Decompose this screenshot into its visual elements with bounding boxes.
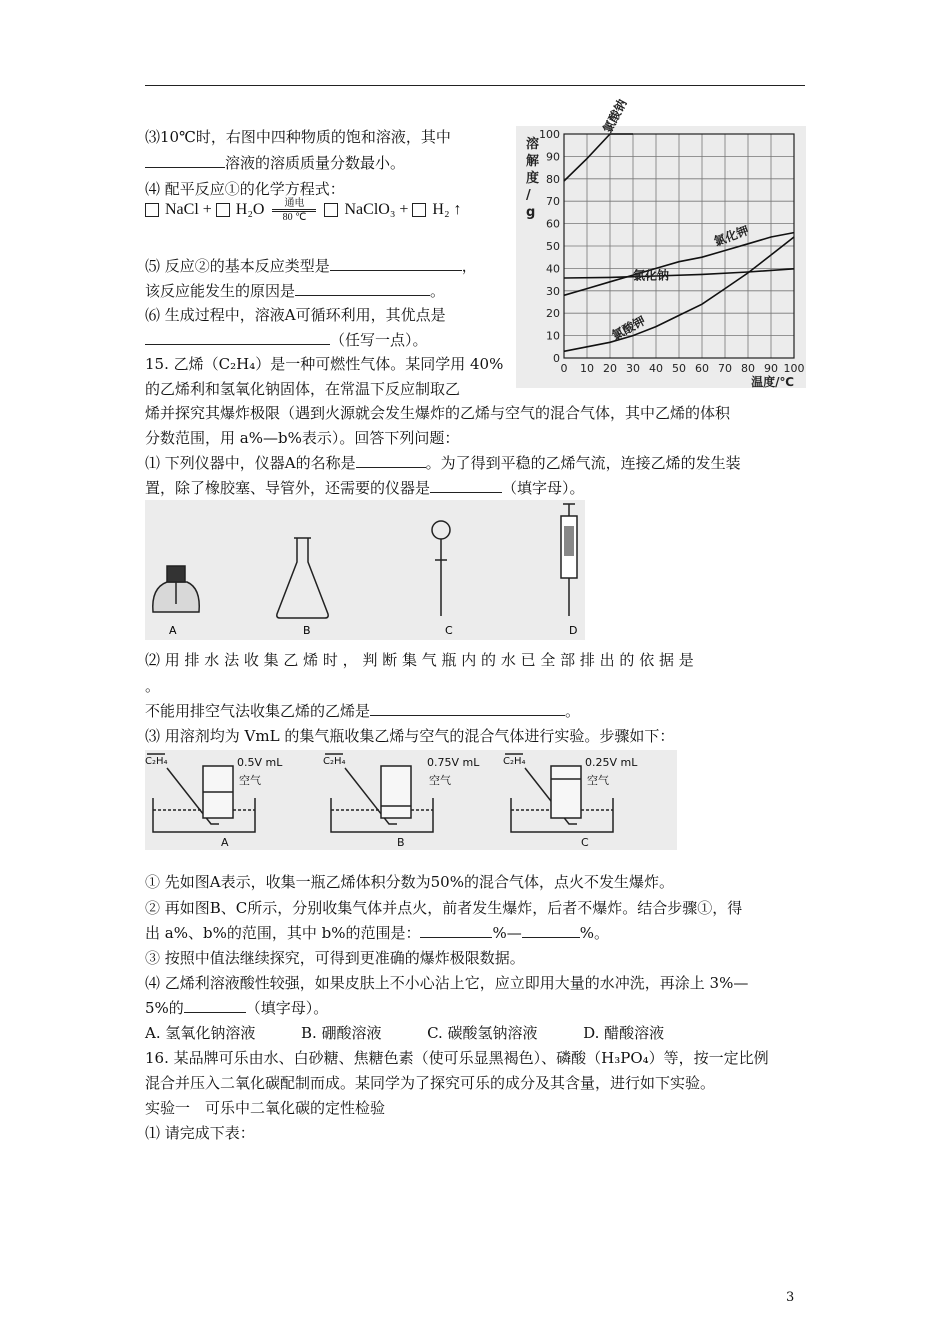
apparatus-svg — [145, 500, 585, 640]
q14-3-line1: ⑶10℃时，右图中四种物质的饱和溶液，其中 — [145, 128, 451, 146]
q14-5-line2: 该反应能发生的原因是 。 — [145, 282, 446, 300]
volume-label-c: 0.25V mL — [585, 756, 638, 769]
x-tick-label: 60 — [695, 362, 709, 375]
gas-collection-svg — [145, 750, 677, 850]
q15-step1: ① 先如图A表示，收集一瓶乙烯体积分数为50%的混合气体，点火不发生爆炸。 — [145, 873, 674, 891]
x-tick-label: 0 — [560, 362, 568, 375]
x-tick-label: 100 — [783, 362, 805, 375]
apparatus-label-d: D — [569, 624, 578, 637]
apparatus-d-syringe — [561, 504, 577, 616]
y-axis-label: 解 — [526, 154, 540, 169]
y-tick-label: 40 — [546, 262, 560, 276]
apparatus-a-lamp — [153, 566, 199, 612]
q14-5-line1: ⑸ 反应②的基本反应类型是 ， — [145, 257, 477, 275]
air-label: 空气 — [429, 774, 451, 787]
q15-p2-line2: 。 — [145, 677, 161, 695]
coef-box[interactable] — [145, 203, 159, 217]
solubility-chart — [516, 97, 806, 389]
reaction-condition: 通电 80 ℃ — [272, 198, 316, 223]
setup-label-a: A — [221, 836, 229, 849]
q15-p3: ⑶ 用溶剂均为 VmL 的集气瓶收集乙烯与空气的混合气体进行实验。步骤如下： — [145, 727, 675, 745]
answer-blank[interactable] — [430, 478, 502, 493]
answer-blank[interactable] — [145, 330, 330, 345]
series-label: 氯化钾 — [712, 223, 751, 249]
y-axis-label: / — [526, 188, 531, 203]
apparatus-label-b: B — [303, 624, 311, 637]
y-tick-label: 60 — [546, 217, 560, 231]
q16-line1: 16. 某品牌可乐由水、白砂糖、焦糖色素（使可乐显黑褐色）、磷酸（H₃PO₄）等，按一定比例 — [145, 1049, 769, 1067]
gas-label: C₂H₄ — [323, 756, 346, 767]
q15-step3: ③ 按照中值法继续探究，可得到更准确的爆炸极限数据。 — [145, 949, 525, 967]
q14-4-label: ⑷ 配平反应①的化学方程式： — [145, 180, 345, 198]
y-tick-label: 10 — [546, 329, 560, 343]
y-axis-label: 度 — [526, 171, 540, 186]
apparatus-c-funnel — [432, 521, 450, 616]
q15-intro4: 分数范围，用 a%—b%表示）。回答下列问题： — [145, 429, 460, 447]
y-tick-label: 70 — [546, 195, 560, 209]
q15-step2-line2: 出 a%、b%的范围，其中 b%的范围是： %— %。 — [145, 924, 609, 942]
apparatus-b-flask — [277, 538, 328, 618]
x-tick-label: 70 — [718, 362, 732, 375]
series-label: 氯酸钠 — [600, 97, 630, 136]
x-tick-label: 80 — [741, 362, 755, 375]
solubility-chart-svg — [516, 97, 806, 389]
q16-line4: ⑴ 请完成下表： — [145, 1124, 255, 1142]
coef-box[interactable] — [216, 203, 230, 217]
apparatus-figure — [145, 500, 585, 640]
x-tick-label: 40 — [649, 362, 663, 375]
q15-p2-line1: ⑵ 用 排 水 法 收 集 乙 烯 时 ， 判 断 集 气 瓶 内 的 水 已 全 部 排 出 的 依 据 是 — [145, 651, 694, 669]
gas-label: C₂H₄ — [503, 756, 526, 767]
q16-line3: 实验一 可乐中二氧化碳的定性检验 — [145, 1099, 386, 1117]
x-tick-label: 90 — [764, 362, 778, 375]
x-tick-label: 50 — [672, 362, 686, 375]
q14-6-line1: ⑹ 生成过程中，溶液A可循环利用，其优点是 — [145, 306, 446, 324]
answer-blank[interactable] — [420, 923, 492, 938]
coef-box[interactable] — [412, 203, 426, 217]
balance-equation: NaCl + H₂O 通电 80 ℃ NaClO₃ + H₂ ↑ — [145, 196, 462, 224]
x-tick-label: 30 — [626, 362, 640, 375]
y-tick-label: 50 — [546, 240, 560, 253]
q15-p1-line1: ⑴ 下列仪器中，仪器A的名称是 。为了得到平稳的乙烯气流，连接乙烯的发生装 — [145, 454, 741, 472]
setup-b — [323, 754, 480, 849]
answer-blank[interactable] — [522, 923, 580, 938]
q15-step2-line1: ② 再如图B、C所示，分别收集气体并点火，前者发生爆炸，后者不爆炸。结合步骤①，得 — [145, 899, 743, 917]
air-label: 空气 — [587, 774, 609, 787]
setup-c — [503, 754, 638, 849]
q15-intro3: 烯并探究其爆炸极限（遇到火源就会发生爆炸的乙烯与空气的混合气体，其中乙烯的体积 — [145, 404, 731, 422]
q15-intro1: 15. 乙烯（C₂H₄）是一种可燃性气体。某同学用 40% — [145, 355, 504, 373]
q15-p4-line1: ⑷ 乙烯利溶液酸性较强，如果皮肤上不小心沾上它，应立即用大量的水冲洗，再涂上 3%— — [145, 974, 749, 992]
q15-options — [145, 1023, 664, 1043]
coef-box[interactable] — [324, 203, 338, 217]
air-label: 空气 — [239, 774, 261, 787]
option-d: D. 醋酸溶液 — [583, 1024, 665, 1042]
setup-label-b: B — [397, 836, 405, 849]
y-tick-label: 100 — [539, 128, 560, 141]
q14-6-line2: （任写一点）。 — [145, 330, 428, 350]
answer-blank[interactable] — [184, 998, 246, 1013]
page-number: 3 — [786, 1290, 795, 1305]
answer-blank[interactable] — [370, 701, 565, 716]
volume-label-a: 0.5V mL — [237, 756, 283, 769]
y-axis-label: g — [526, 205, 536, 220]
setup-a — [145, 754, 283, 849]
option-a: A. 氢氧化钠溶液 — [145, 1024, 256, 1042]
answer-blank[interactable] — [356, 453, 426, 468]
volume-label-b: 0.75V mL — [427, 756, 480, 769]
header-rule — [145, 85, 805, 86]
q15-p1-line2: 置，除了橡胶塞、导管外，还需要的仪器是 （填字母）。 — [145, 479, 585, 497]
series-label: 氯化钠 — [633, 268, 670, 283]
y-tick-label: 80 — [546, 172, 560, 186]
x-tick-label: 20 — [603, 362, 617, 375]
q15-p2-line3: 不能用排空气法收集乙烯的乙烯是 。 — [145, 702, 581, 720]
option-c: C. 碳酸氢钠溶液 — [427, 1024, 538, 1042]
y-tick-label: 20 — [546, 307, 560, 321]
y-tick-label: 90 — [546, 150, 560, 164]
gas-collection-figure — [145, 750, 677, 850]
series-label: 氯酸钾 — [609, 313, 648, 343]
x-tick-label: 10 — [580, 362, 594, 375]
apparatus-label-a: A — [169, 624, 177, 637]
q15-p4-line2: 5%的 （填字母）。 — [145, 999, 329, 1017]
apparatus-label-c: C — [445, 624, 453, 637]
series-line — [564, 134, 633, 181]
y-axis-label: 溶 — [526, 137, 540, 152]
q16-line2: 混合并压入二氧化碳配制而成。某同学为了探究可乐的成分及其含量，进行如下实验。 — [145, 1074, 716, 1092]
option-b: B. 硼酸溶液 — [300, 1024, 382, 1042]
x-axis-label: 温度/℃ — [751, 375, 794, 389]
q14-3-line2: 溶液的溶质质量分数最小。 — [145, 153, 405, 173]
setup-label-c: C — [581, 836, 589, 849]
answer-blank[interactable] — [145, 153, 225, 168]
answer-blank[interactable] — [295, 281, 430, 296]
y-tick-label: 0 — [553, 352, 560, 365]
gas-label: C₂H₄ — [145, 756, 168, 767]
answer-blank[interactable] — [330, 256, 462, 271]
q15-intro2: 的乙烯利和氢氧化钠固体，在常温下反应制取乙 — [145, 380, 461, 398]
y-tick-label: 30 — [546, 284, 560, 298]
